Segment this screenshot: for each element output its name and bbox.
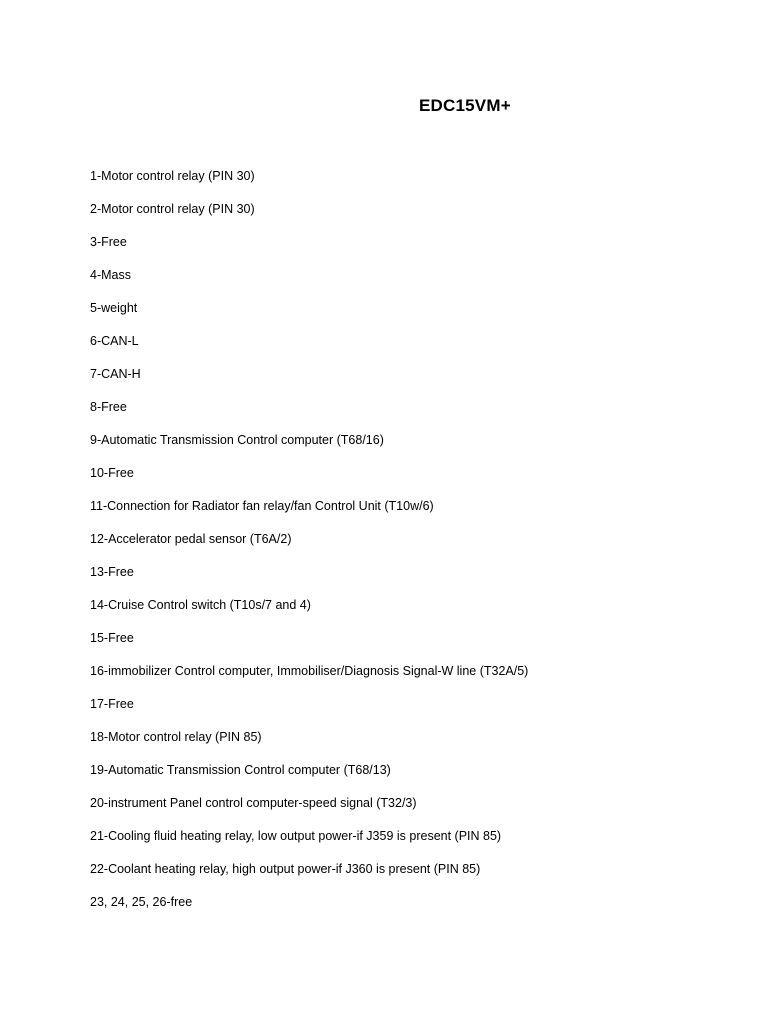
pin-item: 9-Automatic Transmission Control computer (T68/16) [90,433,384,447]
pin-item: 20-instrument Panel control computer-speed signal (T32/3) [90,796,417,810]
pin-item: 3-Free [90,235,127,249]
pin-item: 8-Free [90,400,127,414]
pin-item: 18-Motor control relay (PIN 85) [90,730,262,744]
pin-item: 5-weight [90,301,138,315]
pin-list [90,168,528,927]
document-title: EDC15VM+ [419,96,511,115]
pin-item: 10-Free [90,466,134,480]
pin-item: 1-Motor control relay (PIN 30) [90,169,255,183]
pin-item: 12-Accelerator pedal sensor (T6A/2) [90,532,292,546]
pin-item: 23, 24, 25, 26-free [90,895,193,909]
pin-item: 14-Cruise Control switch (T10s/7 and 4) [90,598,311,612]
pin-item: 15-Free [90,631,134,645]
pin-item: 2-Motor control relay (PIN 30) [90,202,255,216]
pin-item: 7-CAN-H [90,367,141,381]
pin-item: 6-CAN-L [90,334,139,348]
pin-item: 21-Cooling fluid heating relay, low output power-if J359 is present (PIN 85) [90,829,502,843]
pin-item: 4-Mass [90,268,131,282]
pin-item: 11-Connection for Radiator fan relay/fan Control Unit (T10w/6) [90,499,434,513]
pin-item: 17-Free [90,697,134,711]
pin-item: 13-Free [90,565,134,579]
pin-item: 22-Coolant heating relay, high output power-if J360 is present (PIN 85) [90,862,481,876]
pin-item: 16-immobilizer Control computer, Immobiliser/Diagnosis Signal-W line (T32A/5) [90,664,529,678]
pin-item: 19-Automatic Transmission Control computer (T68/13) [90,763,391,777]
